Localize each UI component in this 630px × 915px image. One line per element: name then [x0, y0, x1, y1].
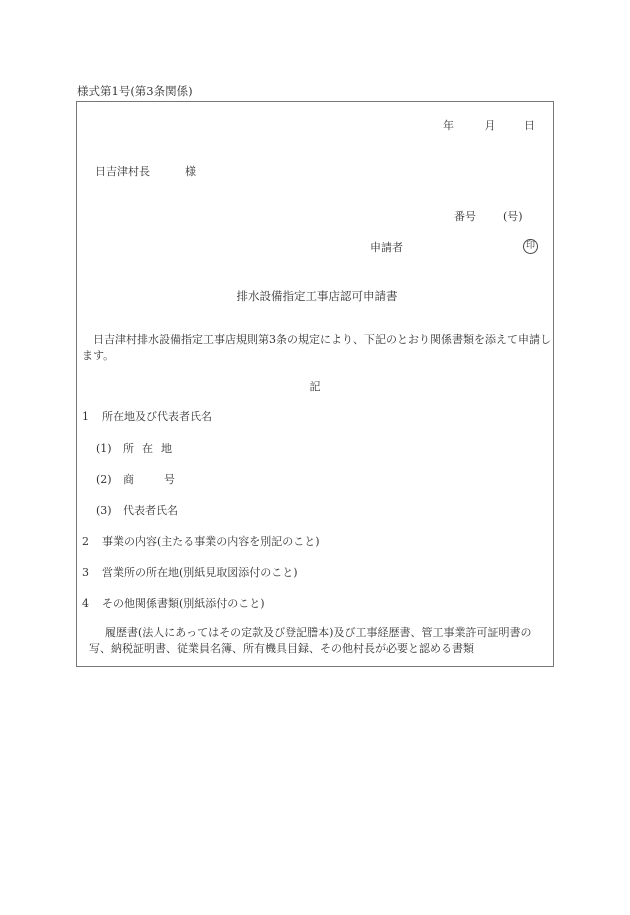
attachments-paragraph: 履歴書(法人にあってはその定款及び登記謄本)及び工事経歴書、管工事業許可証明書の写、納税証明書、従業員名簿、所有機具目録、その他村長が必要と認める書類	[89, 626, 532, 655]
item-number: 2	[82, 535, 89, 548]
item-text: その他関係書類(別紙添付のこと)	[102, 597, 265, 610]
number-suffix: (号)	[503, 210, 523, 223]
sub-item-3	[96, 502, 178, 518]
applicant-label: 申請者	[370, 241, 403, 254]
date-day-label: 日	[524, 119, 535, 132]
sub-item-number: (2)	[96, 473, 112, 486]
addressee-name: 日吉津村長	[95, 165, 150, 178]
number-label: 番号	[454, 210, 476, 223]
sub-item-text: 代表者氏名	[123, 504, 178, 517]
item-number: 3	[82, 566, 89, 579]
item-text: 所在地及び代表者氏名	[102, 410, 212, 423]
addressee	[95, 163, 196, 179]
item-text: 事業の内容(主たる事業の内容を別記のこと)	[102, 535, 320, 548]
list-item-3	[82, 564, 298, 580]
list-item-2	[82, 533, 320, 549]
date-year-label: 年	[443, 119, 454, 132]
item-text: 営業所の所在地(別紙見取図添付のこと)	[102, 566, 298, 579]
sub-item-text-a: 商	[123, 473, 134, 486]
number-row	[454, 208, 523, 224]
sub-item-number: (3)	[96, 504, 112, 517]
date-row	[443, 117, 535, 133]
date-month-label: 月	[484, 119, 496, 132]
seal-icon: 印	[523, 239, 538, 254]
addressee-honorific: 様	[185, 165, 196, 178]
item-number: 4	[82, 597, 89, 610]
sub-item-text-b: 号	[164, 473, 175, 486]
list-item-1	[82, 408, 212, 424]
sub-item-number: (1)	[96, 442, 112, 455]
form-number-label: 様式第1号(第3条関係)	[77, 84, 193, 98]
body-paragraph: 日吉津村排水設備指定工事店規則第3条の規定により、下記のとおり関係書類を添えて申請します。	[82, 333, 551, 362]
ki-heading: 記	[309, 380, 321, 393]
list-item-4	[82, 595, 265, 611]
document-title: 排水設備指定工事店認可申請書	[236, 289, 398, 303]
sub-item-1	[96, 440, 180, 456]
sub-item-2	[96, 471, 175, 487]
sub-item-text: 所在地	[123, 442, 180, 455]
item-number: 1	[82, 410, 89, 423]
